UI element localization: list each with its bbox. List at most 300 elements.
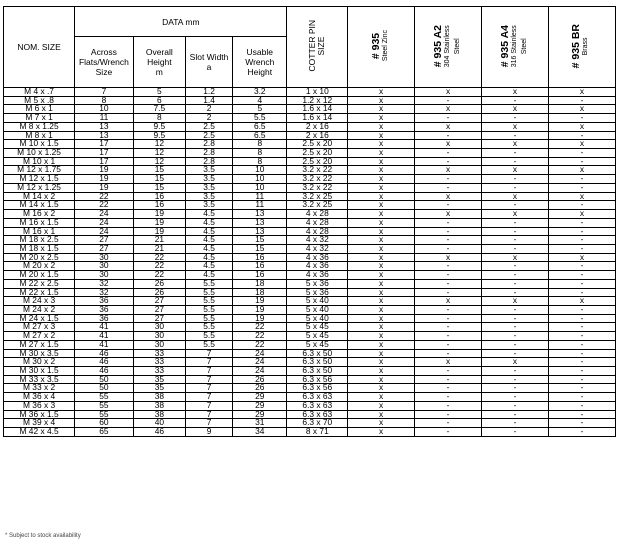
cell-935-br: - xyxy=(548,236,615,245)
header-line: # 935 A2 xyxy=(431,24,444,68)
cell-935-a2: - xyxy=(415,96,482,105)
header-usable-wrench xyxy=(233,37,287,88)
cell-935-a4: - xyxy=(482,149,549,158)
cell-cotter-pin: 1.2 x 12 xyxy=(287,96,348,105)
cell-935-a2: x xyxy=(415,140,482,149)
cell-usable-wrench: 34 xyxy=(233,428,287,437)
cell-cotter-pin: 5 x 45 xyxy=(287,323,348,332)
cell-slot-width: 3.5 xyxy=(186,183,233,192)
cell-usable-wrench: 8 xyxy=(233,140,287,149)
cell-935-a4: - xyxy=(482,131,549,140)
cell-935: x xyxy=(348,419,415,428)
cell-935-a4: - xyxy=(482,271,549,280)
cell-935-br: - xyxy=(548,367,615,376)
cell-slot-width: 7 xyxy=(186,401,233,410)
cell-935: x xyxy=(348,428,415,437)
cell-overall-height: 21 xyxy=(133,244,185,253)
cell-size: M 20 x 1.5 xyxy=(4,271,75,280)
cell-size: M 24 x 3 xyxy=(4,297,75,306)
cell-size: M 12 x 1.5 xyxy=(4,175,75,184)
cell-935-br: - xyxy=(548,323,615,332)
cell-slot-width: 5.5 xyxy=(186,288,233,297)
cell-cotter-pin: 6.3 x 50 xyxy=(287,349,348,358)
cell-slot-width: 1.4 xyxy=(186,96,233,105)
cell-size: M 18 x 1.5 xyxy=(4,244,75,253)
cell-935-a4: x xyxy=(482,105,549,114)
cell-across-flats: 24 xyxy=(75,227,134,236)
cell-935-a4: - xyxy=(482,288,549,297)
cell-usable-wrench: 22 xyxy=(233,323,287,332)
cell-935-a2: - xyxy=(415,419,482,428)
cell-935: x xyxy=(348,192,415,201)
cell-across-flats: 30 xyxy=(75,262,134,271)
cell-across-flats: 27 xyxy=(75,244,134,253)
cell-935-a4: - xyxy=(482,201,549,210)
cell-935: x xyxy=(348,375,415,384)
cell-935-br: x xyxy=(548,192,615,201)
header-line: Steel xyxy=(520,38,528,54)
cell-across-flats: 22 xyxy=(75,192,134,201)
cell-935: x xyxy=(348,305,415,314)
cell-usable-wrench: 11 xyxy=(233,201,287,210)
cell-cotter-pin: 5 x 40 xyxy=(287,305,348,314)
cell-935-a4: - xyxy=(482,218,549,227)
cell-935-a2: - xyxy=(415,201,482,210)
cell-935-a2: - xyxy=(415,410,482,419)
header-935-br xyxy=(548,7,615,88)
cell-cotter-pin: 3.2 x 22 xyxy=(287,183,348,192)
cell-usable-wrench: 4 xyxy=(233,96,287,105)
cell-935-br: - xyxy=(548,218,615,227)
cell-935-a4: - xyxy=(482,314,549,323)
cell-across-flats: 30 xyxy=(75,253,134,262)
cell-usable-wrench: 31 xyxy=(233,419,287,428)
cell-overall-height: 12 xyxy=(133,157,185,166)
cell-across-flats: 19 xyxy=(75,183,134,192)
cell-935-br: - xyxy=(548,262,615,271)
cell-cotter-pin: 6.3 x 63 xyxy=(287,401,348,410)
cell-overall-height: 12 xyxy=(133,140,185,149)
header-line: 316 Stainless xyxy=(510,24,518,68)
header-line: Overall xyxy=(145,47,173,57)
cell-935-br: - xyxy=(548,114,615,123)
cell-935: x xyxy=(348,122,415,131)
cell-slot-width: 2 xyxy=(186,105,233,114)
cell-935-a2: - xyxy=(415,131,482,140)
cell-across-flats: 11 xyxy=(75,114,134,123)
header-line: Slot Width xyxy=(189,52,229,62)
cell-935-a4: - xyxy=(482,236,549,245)
cell-across-flats: 13 xyxy=(75,131,134,140)
cell-cotter-pin: 2 x 16 xyxy=(287,131,348,140)
cell-935-a4: x xyxy=(482,88,549,97)
cell-935-a4: - xyxy=(482,367,549,376)
cell-935-a4: - xyxy=(482,410,549,419)
cell-935-a2: - xyxy=(415,314,482,323)
cell-935: x xyxy=(348,253,415,262)
cell-935-br: - xyxy=(548,131,615,140)
cell-935-a4: x xyxy=(482,253,549,262)
cell-cotter-pin: 3.2 x 25 xyxy=(287,192,348,201)
cell-across-flats: 46 xyxy=(75,358,134,367)
cell-usable-wrench: 11 xyxy=(233,192,287,201)
cell-935-br: x xyxy=(548,210,615,219)
cell-935-a4: x xyxy=(482,297,549,306)
cell-935: x xyxy=(348,131,415,140)
cell-935-a4: - xyxy=(482,393,549,402)
cell-935: x xyxy=(348,227,415,236)
cell-slot-width: 7 xyxy=(186,375,233,384)
cell-across-flats: 27 xyxy=(75,236,134,245)
cell-across-flats: 65 xyxy=(75,428,134,437)
cell-935-a2: - xyxy=(415,349,482,358)
cell-usable-wrench: 29 xyxy=(233,393,287,402)
cell-across-flats: 46 xyxy=(75,349,134,358)
cell-across-flats: 55 xyxy=(75,393,134,402)
cell-across-flats: 10 xyxy=(75,105,134,114)
cell-size: M 4 x .7 xyxy=(4,88,75,97)
cell-935-a4: x xyxy=(482,192,549,201)
cell-935-br: x xyxy=(548,105,615,114)
cell-size: M 10 x 1.5 xyxy=(4,140,75,149)
cell-across-flats: 13 xyxy=(75,122,134,131)
cell-935: x xyxy=(348,140,415,149)
cell-overall-height: 26 xyxy=(133,279,185,288)
header-line: Size xyxy=(95,67,113,77)
cell-cotter-pin: 6.3 x 63 xyxy=(287,393,348,402)
header-cotter-pin xyxy=(287,7,348,88)
header-line: Steel xyxy=(453,38,461,54)
cell-usable-wrench: 19 xyxy=(233,314,287,323)
cell-935-br: - xyxy=(548,410,615,419)
cell-935-a4: x xyxy=(482,140,549,149)
cell-overall-height: 19 xyxy=(133,218,185,227)
cell-935: x xyxy=(348,384,415,393)
cell-935-a2: - xyxy=(415,262,482,271)
cell-slot-width: 7 xyxy=(186,349,233,358)
cell-cotter-pin: 5 x 36 xyxy=(287,288,348,297)
cell-935-a2: - xyxy=(415,393,482,402)
cell-overall-height: 5 xyxy=(133,88,185,97)
header-line: COTTER PIN xyxy=(307,20,318,72)
cell-across-flats: 22 xyxy=(75,201,134,210)
cell-935-a4: x xyxy=(482,358,549,367)
cell-slot-width: 2 xyxy=(186,114,233,123)
cell-slot-width: 2.8 xyxy=(186,157,233,166)
cell-slot-width: 5.5 xyxy=(186,340,233,349)
cell-935: x xyxy=(348,183,415,192)
cell-across-flats: 32 xyxy=(75,279,134,288)
header-line: Flats/Wrench xyxy=(78,57,129,67)
cell-slot-width: 5.5 xyxy=(186,279,233,288)
cell-overall-height: 38 xyxy=(133,401,185,410)
cell-overall-height: 7.5 xyxy=(133,105,185,114)
cell-overall-height: 16 xyxy=(133,192,185,201)
cell-across-flats: 17 xyxy=(75,140,134,149)
cell-cotter-pin: 4 x 36 xyxy=(287,262,348,271)
cell-935-br: - xyxy=(548,419,615,428)
cell-935-br: - xyxy=(548,271,615,280)
cell-usable-wrench: 26 xyxy=(233,375,287,384)
header-data-group: DATA mm xyxy=(75,7,287,37)
cell-size: M 18 x 2.5 xyxy=(4,236,75,245)
cell-overall-height: 33 xyxy=(133,358,185,367)
cell-935-br: x xyxy=(548,253,615,262)
cell-935-a4: - xyxy=(482,332,549,341)
cell-size: M 36 x 1.5 xyxy=(4,410,75,419)
cell-overall-height: 22 xyxy=(133,262,185,271)
table-row xyxy=(4,428,616,437)
cell-overall-height: 6 xyxy=(133,96,185,105)
cell-across-flats: 60 xyxy=(75,419,134,428)
cell-935-a2: x xyxy=(415,192,482,201)
cell-slot-width: 4.5 xyxy=(186,236,233,245)
cell-935: x xyxy=(348,340,415,349)
cell-overall-height: 12 xyxy=(133,149,185,158)
cell-size: M 33 x 3.5 xyxy=(4,375,75,384)
cell-slot-width: 4.5 xyxy=(186,262,233,271)
cell-935-br: x xyxy=(548,297,615,306)
cell-usable-wrench: 19 xyxy=(233,305,287,314)
cell-overall-height: 35 xyxy=(133,375,185,384)
cell-usable-wrench: 16 xyxy=(233,271,287,280)
cell-935: x xyxy=(348,297,415,306)
cell-935-a2: - xyxy=(415,428,482,437)
header-line: SIZE xyxy=(316,36,327,56)
cell-across-flats: 17 xyxy=(75,149,134,158)
cell-usable-wrench: 6.5 xyxy=(233,131,287,140)
cell-size: M 30 x 3.5 xyxy=(4,349,75,358)
cell-935: x xyxy=(348,271,415,280)
cell-usable-wrench: 24 xyxy=(233,358,287,367)
cell-across-flats: 17 xyxy=(75,157,134,166)
cell-overall-height: 30 xyxy=(133,340,185,349)
cell-935: x xyxy=(348,157,415,166)
cell-935-a4: - xyxy=(482,262,549,271)
cell-cotter-pin: 4 x 36 xyxy=(287,253,348,262)
cell-935-br: - xyxy=(548,305,615,314)
cell-935: x xyxy=(348,367,415,376)
cell-935-br: - xyxy=(548,349,615,358)
cell-935: x xyxy=(348,201,415,210)
cell-overall-height: 21 xyxy=(133,236,185,245)
cell-cotter-pin: 5 x 45 xyxy=(287,340,348,349)
cell-935-br: - xyxy=(548,332,615,341)
header-935-a2 xyxy=(415,7,482,88)
cell-935-a2: - xyxy=(415,279,482,288)
cell-935-a2: x xyxy=(415,122,482,131)
cell-935-a2: - xyxy=(415,332,482,341)
header-line: Across xyxy=(90,47,117,57)
cell-935-a2: - xyxy=(415,227,482,236)
cell-size: M 7 x 1 xyxy=(4,114,75,123)
cell-usable-wrench: 24 xyxy=(233,367,287,376)
cell-slot-width: 5.5 xyxy=(186,323,233,332)
header-line: 304 Stainless xyxy=(443,24,451,68)
cell-slot-width: 4.5 xyxy=(186,210,233,219)
cell-across-flats: 41 xyxy=(75,332,134,341)
cell-size: M 10 x 1.25 xyxy=(4,149,75,158)
cell-cotter-pin: 4 x 28 xyxy=(287,218,348,227)
cell-935-a4: - xyxy=(482,244,549,253)
cell-usable-wrench: 24 xyxy=(233,349,287,358)
header-line: Steel Zinc xyxy=(381,30,389,62)
cell-size: M 20 x 2 xyxy=(4,262,75,271)
cell-935-a4: - xyxy=(482,279,549,288)
cell-935-a2: - xyxy=(415,288,482,297)
cell-cotter-pin: 2.5 x 20 xyxy=(287,157,348,166)
cell-size: M 8 x 1.25 xyxy=(4,122,75,131)
cell-935: x xyxy=(348,410,415,419)
cell-usable-wrench: 5.5 xyxy=(233,114,287,123)
cell-size: M 16 x 1 xyxy=(4,227,75,236)
cell-935-a4: - xyxy=(482,175,549,184)
header-nom-size: NOM. SIZE xyxy=(4,7,75,88)
cell-usable-wrench: 13 xyxy=(233,210,287,219)
cell-935-a2: - xyxy=(415,375,482,384)
cell-cotter-pin: 2.5 x 20 xyxy=(287,140,348,149)
cell-935: x xyxy=(348,314,415,323)
cell-935: x xyxy=(348,323,415,332)
cell-935: x xyxy=(348,175,415,184)
cell-935: x xyxy=(348,279,415,288)
cell-935-br: - xyxy=(548,358,615,367)
cell-slot-width: 5.5 xyxy=(186,305,233,314)
cell-size: M 12 x 1.75 xyxy=(4,166,75,175)
header-slot-width xyxy=(186,37,233,88)
cell-usable-wrench: 22 xyxy=(233,340,287,349)
cell-slot-width: 7 xyxy=(186,410,233,419)
cell-slot-width: 9 xyxy=(186,428,233,437)
cell-935-br: x xyxy=(548,88,615,97)
cell-cotter-pin: 5 x 45 xyxy=(287,332,348,341)
cell-across-flats: 19 xyxy=(75,166,134,175)
cell-935-a4: - xyxy=(482,114,549,123)
cell-overall-height: 38 xyxy=(133,410,185,419)
cell-cotter-pin: 6.3 x 56 xyxy=(287,375,348,384)
cell-cotter-pin: 2.5 x 20 xyxy=(287,149,348,158)
cell-935-br: - xyxy=(548,314,615,323)
cell-935: x xyxy=(348,358,415,367)
cell-across-flats: 8 xyxy=(75,96,134,105)
cell-overall-height: 15 xyxy=(133,183,185,192)
cell-usable-wrench: 19 xyxy=(233,297,287,306)
cell-size: M 22 x 2.5 xyxy=(4,279,75,288)
cell-across-flats: 41 xyxy=(75,323,134,332)
cell-cotter-pin: 4 x 36 xyxy=(287,271,348,280)
cell-935-a2: x xyxy=(415,358,482,367)
cell-935: x xyxy=(348,236,415,245)
cell-overall-height: 8 xyxy=(133,114,185,123)
cell-935-br: - xyxy=(548,340,615,349)
cell-usable-wrench: 8 xyxy=(233,157,287,166)
cell-935-br: - xyxy=(548,175,615,184)
cell-935-a4: x xyxy=(482,122,549,131)
cell-size: M 12 x 1.25 xyxy=(4,183,75,192)
cell-across-flats: 32 xyxy=(75,288,134,297)
cell-across-flats: 7 xyxy=(75,88,134,97)
cell-size: M 36 x 3 xyxy=(4,401,75,410)
cell-overall-height: 15 xyxy=(133,166,185,175)
cell-935-br: - xyxy=(548,393,615,402)
cell-slot-width: 3.5 xyxy=(186,175,233,184)
cell-cotter-pin: 4 x 28 xyxy=(287,210,348,219)
cell-size: M 5 x .8 xyxy=(4,96,75,105)
cell-935-a2: x xyxy=(415,253,482,262)
cell-935-br: - xyxy=(548,157,615,166)
cell-size: M 36 x 4 xyxy=(4,393,75,402)
header-line: # 935 xyxy=(369,32,382,60)
cell-size: M 10 x 1 xyxy=(4,157,75,166)
cell-935-br: x xyxy=(548,140,615,149)
cell-usable-wrench: 16 xyxy=(233,253,287,262)
cell-cotter-pin: 2 x 16 xyxy=(287,122,348,131)
cell-935-a4: - xyxy=(482,305,549,314)
cell-slot-width: 7 xyxy=(186,419,233,428)
cell-935: x xyxy=(348,105,415,114)
cell-size: M 22 x 1.5 xyxy=(4,288,75,297)
cell-slot-width: 5.5 xyxy=(186,297,233,306)
cell-cotter-pin: 4 x 32 xyxy=(287,244,348,253)
cell-across-flats: 55 xyxy=(75,410,134,419)
cell-size: M 20 x 2.5 xyxy=(4,253,75,262)
cell-935-a2: x xyxy=(415,105,482,114)
spec-table xyxy=(3,6,616,437)
cell-overall-height: 26 xyxy=(133,288,185,297)
cell-935-a2: x xyxy=(415,166,482,175)
cell-935: x xyxy=(348,262,415,271)
cell-across-flats: 36 xyxy=(75,297,134,306)
cell-slot-width: 3.5 xyxy=(186,192,233,201)
cell-overall-height: 30 xyxy=(133,332,185,341)
cell-935: x xyxy=(348,332,415,341)
cell-across-flats: 41 xyxy=(75,340,134,349)
table-body xyxy=(4,88,616,437)
cell-935-br: - xyxy=(548,227,615,236)
cell-size: M 6 x 1 xyxy=(4,105,75,114)
cell-935-a2: - xyxy=(415,149,482,158)
header-overall-height xyxy=(133,37,185,88)
cell-overall-height: 27 xyxy=(133,305,185,314)
header-line: Height xyxy=(247,67,273,77)
cell-935-br: x xyxy=(548,166,615,175)
cell-935-a4: x xyxy=(482,210,549,219)
cell-overall-height: 22 xyxy=(133,271,185,280)
cell-overall-height: 27 xyxy=(133,314,185,323)
cell-cotter-pin: 4 x 28 xyxy=(287,227,348,236)
cell-overall-height: 33 xyxy=(133,349,185,358)
cell-935-a2: - xyxy=(415,218,482,227)
cell-size: M 24 x 2 xyxy=(4,305,75,314)
cell-size: M 27 x 3 xyxy=(4,323,75,332)
cell-size: M 30 x 1.5 xyxy=(4,367,75,376)
header-line: # 935 BR xyxy=(570,23,583,69)
cell-slot-width: 3.5 xyxy=(186,166,233,175)
cell-935-a4: - xyxy=(482,384,549,393)
cell-935-a2: - xyxy=(415,244,482,253)
cell-across-flats: 19 xyxy=(75,175,134,184)
cell-slot-width: 4.5 xyxy=(186,227,233,236)
cell-935-a4: - xyxy=(482,428,549,437)
cell-935: x xyxy=(348,96,415,105)
cell-935-a4: - xyxy=(482,349,549,358)
cell-size: M 8 x 1 xyxy=(4,131,75,140)
cell-across-flats: 46 xyxy=(75,367,134,376)
cell-usable-wrench: 26 xyxy=(233,384,287,393)
cell-935-a2: - xyxy=(415,401,482,410)
cell-slot-width: 7 xyxy=(186,358,233,367)
cell-size: M 16 x 1.5 xyxy=(4,218,75,227)
